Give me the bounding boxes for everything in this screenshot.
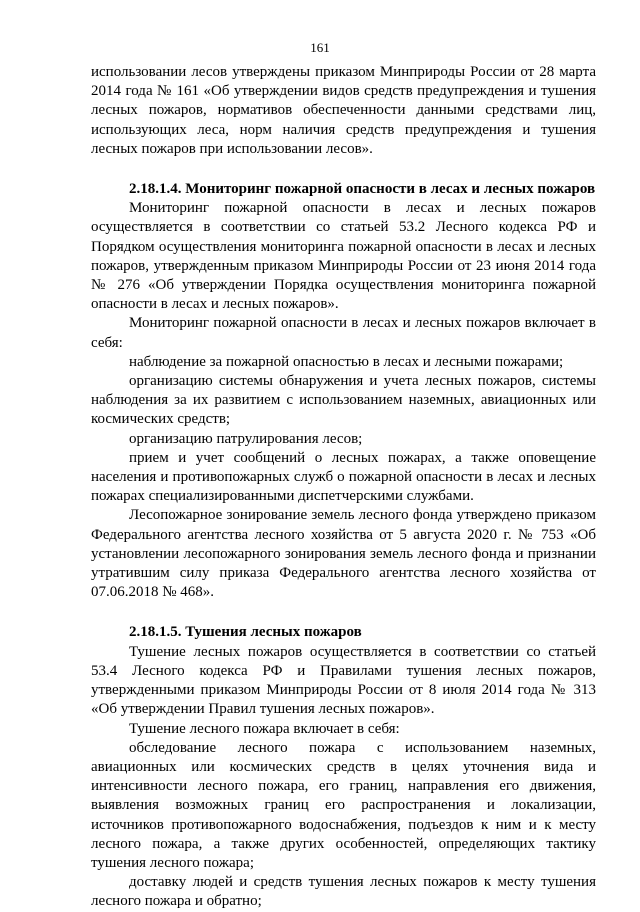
paragraph: Тушение лесных пожаров осуществляется в соответствии со статьей 53.4 Лесного кодекса РФ и Правилами тушения лесных пожаров, утвержденными приказом Минприроды России от 8 июля 2014 года № 313 «Об утверждении Правил тушения лесных пожаров». (91, 643, 596, 718)
paragraph: Мониторинг пожарной опасности в лесах и лесных пожаров включает в себя: (91, 315, 596, 351)
paragraph: Лесопожарное зонирование земель лесного фонда утверждено приказом Федерального агентства лесного хозяйства от 5 августа 2020 г. № 753 «Об установлении лесопожарного зонирования земель лесного фонда и признании утратившим силу приказа Федерального агентства лесного хозяйства от 07.06.2018 № 468». (91, 507, 596, 601)
section-gap (91, 159, 596, 180)
section-heading: 2.18.1.5. Тушения лесных пожаров (129, 624, 362, 641)
list-item: обследование лесного пожара с использованием наземных, авиационных или космических средств в целях уточнения вида и интенсивности лесного пожара, его границ, направления его движения, выявления возможных границ его распространения и локализации, источников противопожарного водоснабжения, подъездов к ним и к месту лесного пожара, а также других особенностей, определяющих тактику тушения лесного пожара; (91, 739, 596, 871)
paragraph: Тушение лесного пожара включает в себя: (129, 720, 400, 737)
document-body (91, 63, 596, 912)
list-item: организацию системы обнаружения и учета лесных пожаров, системы наблюдения за их развитием с использованием наземных, авиационных или космических средств; (91, 373, 596, 428)
paragraph: Мониторинг пожарной опасности в лесах и лесных пожаров осуществляется в соответствии со статьей 53.2 Лесного кодекса РФ и Порядком осуществления мониторинга пожарной опасности в лесах и лесных пожаров, утвержденным приказом Минприроды России от 23 июня 2014 года № 276 «Об утверждении Порядка осуществления мониторинга пожарной опасности в лесах и лесных пожаров». (91, 200, 596, 313)
paragraph: использовании лесов утверждены приказом Минприроды России от 28 марта 2014 года № 161 «Об утверждении видов средств предупреждения и тушения лесных пожаров, нормативов обеспеченности данными средствами лиц, использующих леса, норм наличия средств предупреждения и тушения лесных пожаров при использовании лесов». (91, 64, 596, 157)
section-heading: 2.18.1.4. Мониторинг пожарной опасности в лесах и лесных пожаров (129, 181, 596, 198)
list-item: организацию патрулирования лесов; (129, 430, 363, 447)
list-item: прием и учет сообщений о лесных пожарах, а также оповещение населения и противопожарных служб о пожарной опасности в лесах и лесных пожарах специализированными диспетчерскими службами. (91, 449, 596, 505)
list-item: доставку людей и средств тушения лесных пожаров к месту тушения лесного пожара и обратно; (91, 874, 596, 910)
list-item: наблюдение за пожарной опасностью в лесах и лесными пожарами; (129, 353, 564, 370)
section-gap (91, 602, 596, 623)
page-number: 161 (310, 40, 330, 55)
